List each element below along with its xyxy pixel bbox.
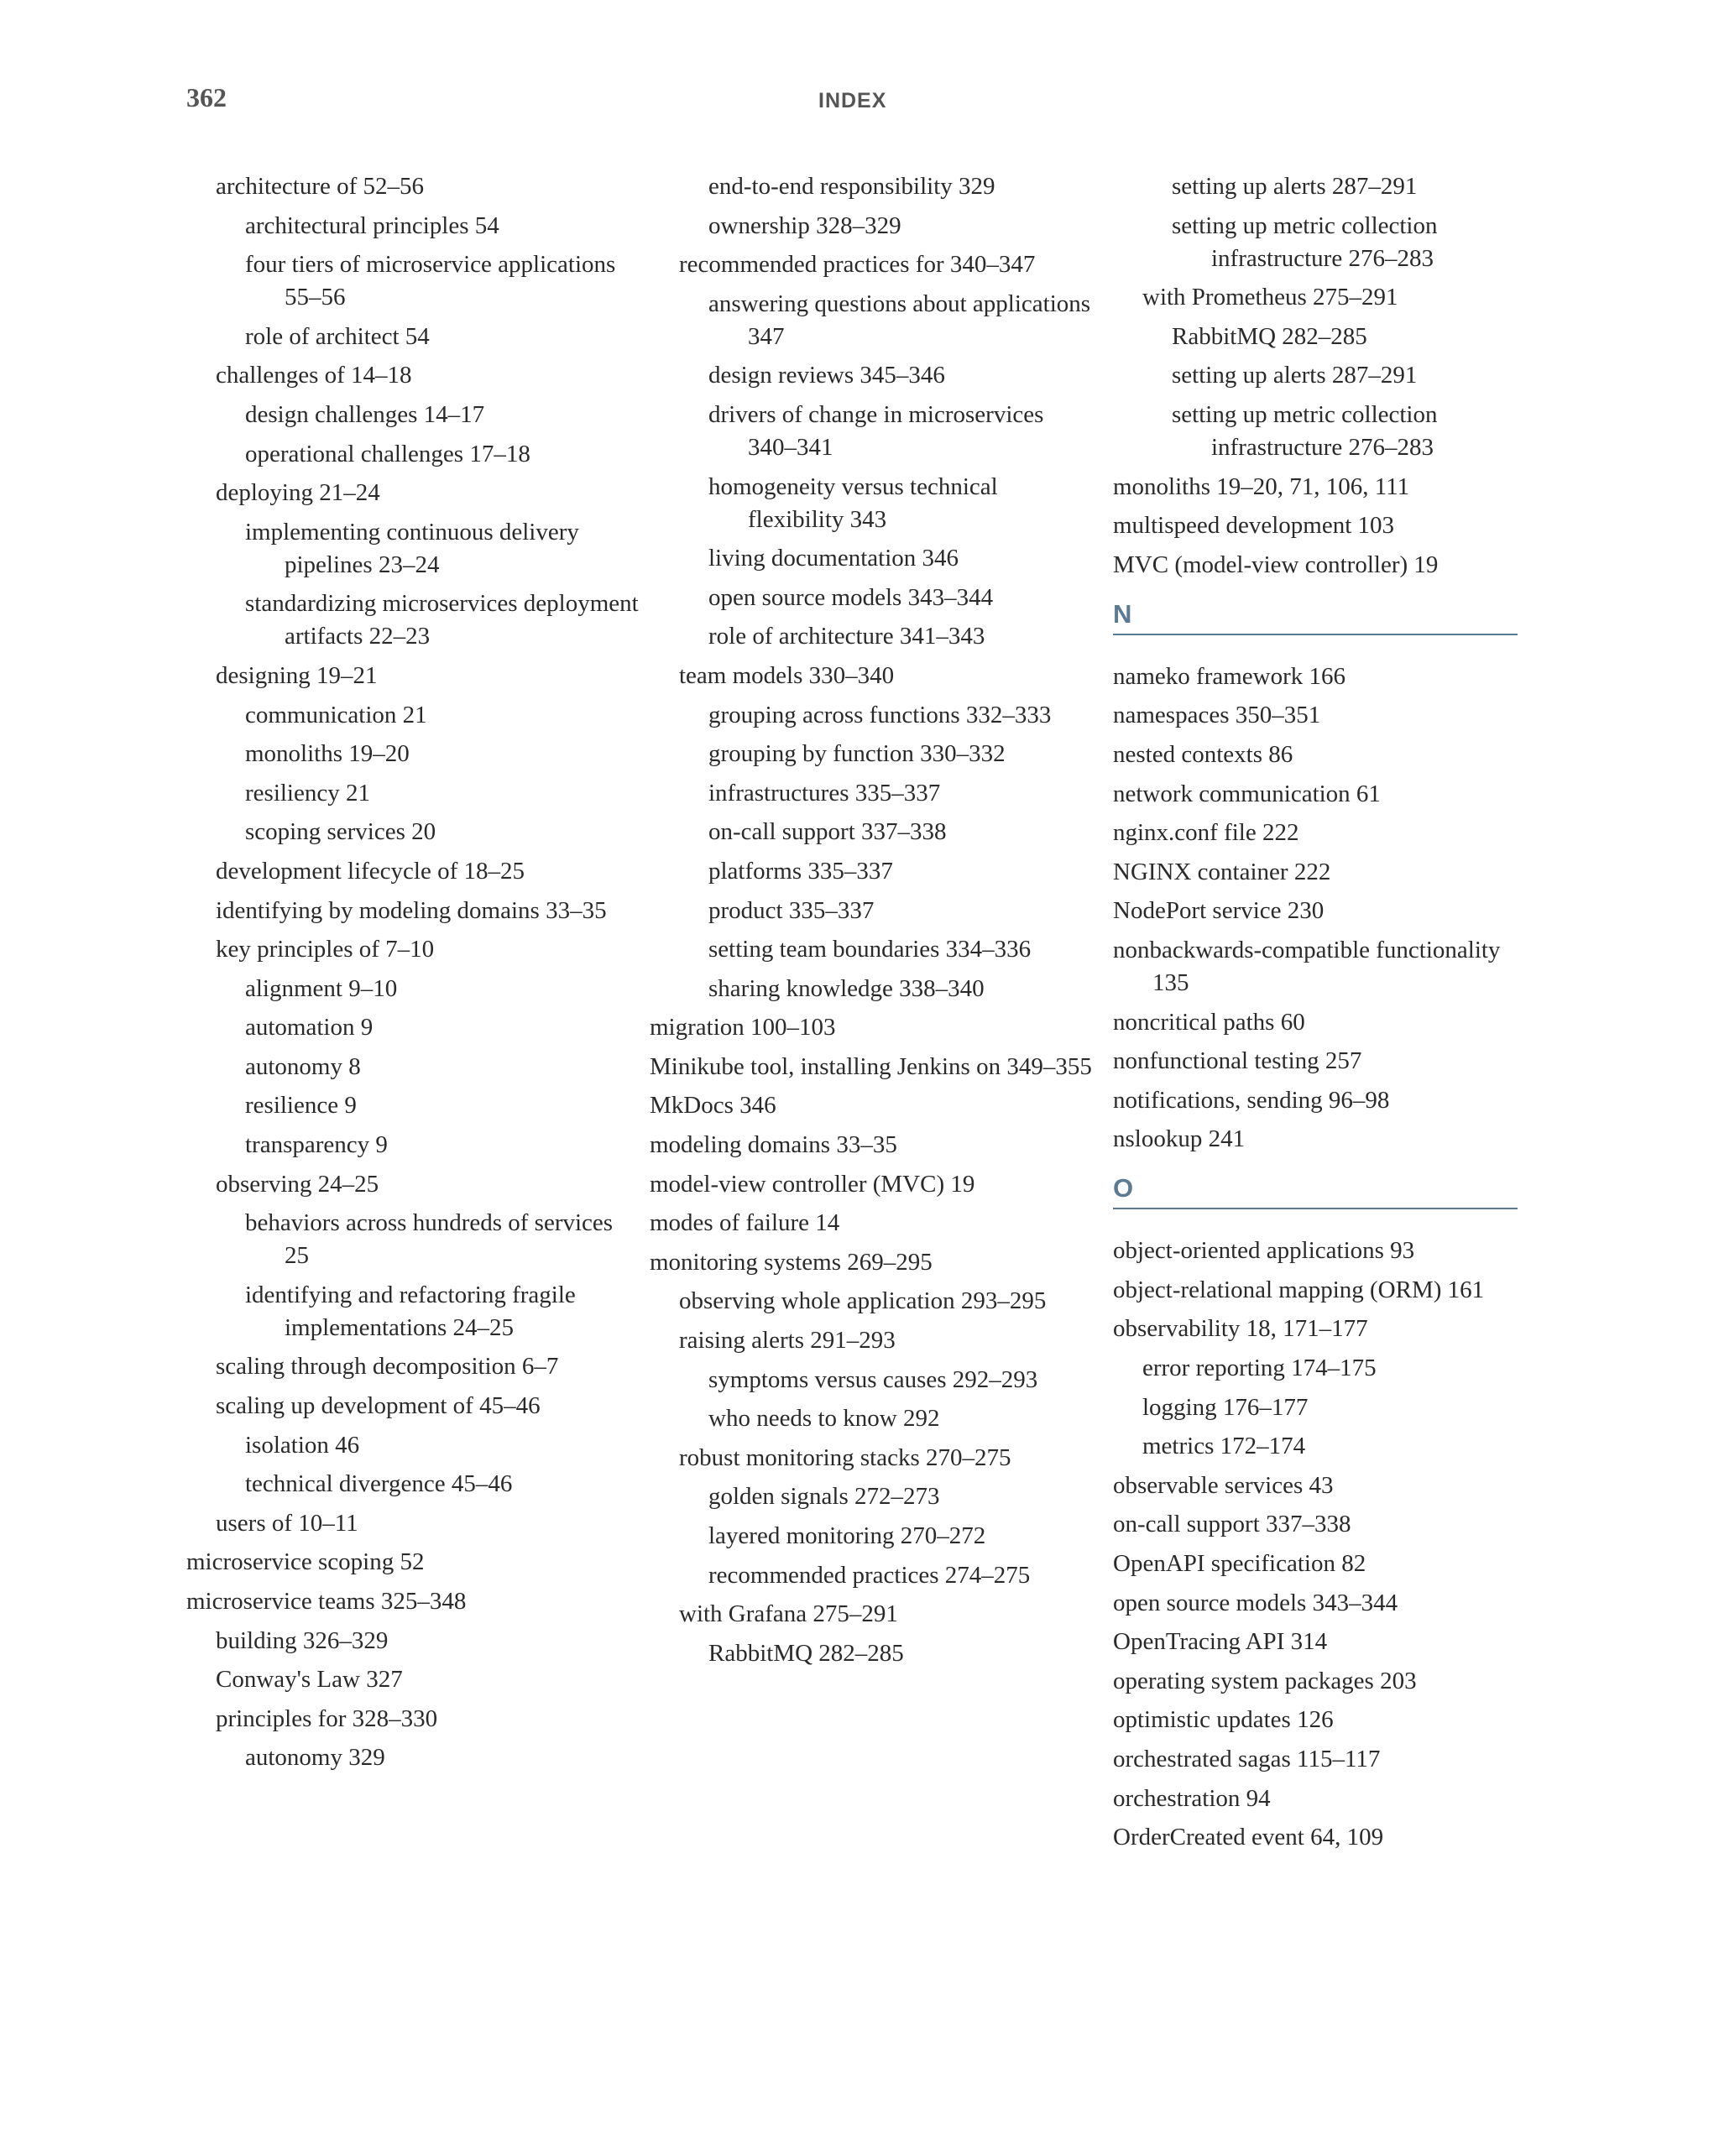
index-entry: deploying 21–24 bbox=[216, 479, 380, 507]
index-entry: namespaces 350–351 bbox=[1113, 702, 1321, 729]
section-letter: N bbox=[1113, 598, 1518, 635]
index-entry: microservice teams 325–348 bbox=[186, 1588, 467, 1615]
index-entry: setting up alerts 287–291 bbox=[1172, 362, 1418, 389]
index-entry: error reporting 174–175 bbox=[1142, 1355, 1377, 1382]
index-entry: with Grafana 275–291 bbox=[679, 1600, 898, 1628]
index-entry: end-to-end responsibility 329 bbox=[708, 173, 995, 200]
index-entry: observable services 43 bbox=[1113, 1471, 1334, 1499]
index-entry: identifying and refactoring fragile implementations 24–25 bbox=[245, 1281, 576, 1341]
index-entry: platforms 335–337 bbox=[708, 857, 893, 885]
index-entry: logging 176–177 bbox=[1142, 1393, 1309, 1421]
index-entry: alignment 9–10 bbox=[245, 974, 398, 1002]
index-entry: noncritical paths 60 bbox=[1113, 1008, 1305, 1036]
index-entry: role of architecture 341–343 bbox=[708, 623, 985, 650]
index-entry: golden signals 272–273 bbox=[708, 1483, 940, 1511]
index-entry: raising alerts 291–293 bbox=[679, 1327, 896, 1355]
index-entry: drivers of change in microservices 340–341 bbox=[708, 400, 1044, 461]
index-entry: setting up metric collection infrastructure 276–283 bbox=[1172, 211, 1438, 272]
index-entry: layered monitoring 270–272 bbox=[708, 1522, 986, 1549]
index-entry: symptoms versus causes 292–293 bbox=[708, 1365, 1038, 1393]
index-entry: resilience 9 bbox=[245, 1092, 357, 1120]
index-entry: observing 24–25 bbox=[216, 1170, 379, 1198]
index-entry: orchestrated sagas 115–117 bbox=[1113, 1746, 1381, 1772]
index-entry: answering questions about applications 347 bbox=[708, 290, 1091, 350]
index-entry: nested contexts 86 bbox=[1113, 740, 1293, 768]
index-entry: users of 10–11 bbox=[216, 1509, 358, 1537]
index-entry: recommended practices for 340–347 bbox=[679, 251, 1036, 279]
index-entry: modes of failure 14 bbox=[650, 1209, 840, 1237]
index-entry: modeling domains 33–35 bbox=[650, 1131, 897, 1159]
index-entry: standardizing microservices deployment artifacts 22–23 bbox=[245, 590, 639, 650]
index-entry: MkDocs 346 bbox=[650, 1092, 776, 1120]
index-entry: communication 21 bbox=[245, 701, 427, 728]
index-entry: OpenAPI specification 82 bbox=[1113, 1550, 1366, 1578]
index-entry: ownership 328–329 bbox=[708, 211, 901, 239]
index-entry: grouping by function 330–332 bbox=[708, 740, 1006, 768]
index-entry: principles for 328–330 bbox=[216, 1704, 438, 1732]
index-entry: transparency 9 bbox=[245, 1131, 388, 1159]
index-entry: recommended practices 274–275 bbox=[708, 1561, 1031, 1589]
index-entry: sharing knowledge 338–340 bbox=[708, 974, 985, 1002]
index-entry: role of architect 54 bbox=[245, 322, 430, 350]
index-entry: design challenges 14–17 bbox=[245, 400, 485, 428]
index-entry: grouping across functions 332–333 bbox=[708, 701, 1052, 728]
index-entry: network communication 61 bbox=[1113, 780, 1381, 807]
index-entry: OpenTracing API 314 bbox=[1113, 1628, 1328, 1656]
index-entry: isolation 46 bbox=[245, 1431, 360, 1459]
index-entry: architectural principles 54 bbox=[245, 211, 499, 239]
index-entry: building 326–329 bbox=[216, 1626, 389, 1654]
index-entry: NGINX container 222 bbox=[1113, 858, 1331, 885]
index-entry: nameko framework 166 bbox=[1113, 662, 1346, 690]
index-entry: Minikube tool, installing Jenkins on 349–355 bbox=[650, 1052, 1092, 1080]
index-entry: scaling up development of 45–46 bbox=[216, 1392, 541, 1420]
index-entry: setting up alerts 287–291 bbox=[1172, 173, 1418, 200]
running-head: INDEX bbox=[818, 89, 887, 112]
index-entry: challenges of 14–18 bbox=[216, 362, 412, 389]
index-entry: homogeneity versus technical flexibility 343 bbox=[708, 472, 998, 533]
index-entry: designing 19–21 bbox=[216, 661, 378, 689]
index-entry: nginx.conf file 222 bbox=[1113, 819, 1299, 847]
index-entry: product 335–337 bbox=[708, 896, 875, 924]
index-entry: object-relational mapping (ORM) 161 bbox=[1113, 1276, 1485, 1303]
index-entry: NodePort service 230 bbox=[1113, 897, 1325, 925]
index-column-2 bbox=[650, 170, 1095, 1676]
index-entry: key principles of 7–10 bbox=[216, 936, 435, 963]
index-entry: implementing continuous delivery pipelines 23–24 bbox=[245, 518, 579, 578]
index-entry: monoliths 19–20, 71, 106, 111 bbox=[1113, 472, 1410, 500]
index-entry: RabbitMQ 282–285 bbox=[708, 1639, 904, 1667]
index-entry: scoping services 20 bbox=[245, 818, 436, 846]
index-entry: monoliths 19–20 bbox=[245, 740, 410, 768]
index-entry: robust monitoring stacks 270–275 bbox=[679, 1443, 1011, 1471]
index-entry: resiliency 21 bbox=[245, 779, 370, 807]
index-entry: model-view controller (MVC) 19 bbox=[650, 1170, 975, 1198]
index-entry: on-call support 337–338 bbox=[708, 818, 947, 846]
index-entry: multispeed development 103 bbox=[1113, 512, 1395, 540]
index-entry: on-call support 337–338 bbox=[1113, 1511, 1351, 1538]
index-entry: orchestration 94 bbox=[1113, 1784, 1271, 1812]
index-entry: team models 330–340 bbox=[679, 661, 895, 689]
index-entry: architecture of 52–56 bbox=[216, 173, 425, 200]
index-entry: setting team boundaries 334–336 bbox=[708, 936, 1032, 963]
index-entry: RabbitMQ 282–285 bbox=[1172, 322, 1367, 350]
index-entry: operating system packages 203 bbox=[1113, 1667, 1417, 1694]
index-entry: nonbackwards-compatible functionality 135 bbox=[1113, 936, 1501, 996]
index-entry: metrics 172–174 bbox=[1142, 1433, 1306, 1460]
index-entry: with Prometheus 275–291 bbox=[1142, 284, 1398, 311]
index-entry: nonfunctional testing 257 bbox=[1113, 1047, 1362, 1075]
index-column-3 bbox=[1113, 170, 1524, 1861]
index-entry: automation 9 bbox=[245, 1014, 374, 1041]
index-entry: design reviews 345–346 bbox=[708, 362, 945, 389]
index-entry: identifying by modeling domains 33–35 bbox=[216, 896, 607, 924]
index-entry: observability 18, 171–177 bbox=[1113, 1315, 1368, 1343]
page-number: 362 bbox=[186, 82, 227, 112]
index-entry: observing whole application 293–295 bbox=[679, 1287, 1047, 1315]
index-entry: infrastructures 335–337 bbox=[708, 779, 941, 807]
index-entry: setting up metric collection infrastructure 276–283 bbox=[1172, 400, 1438, 461]
index-entry: behaviors across hundreds of services 25 bbox=[245, 1209, 614, 1270]
section-letter: O bbox=[1113, 1172, 1518, 1209]
index-entry: open source models 343–344 bbox=[1113, 1589, 1398, 1616]
index-entry: object-oriented applications 93 bbox=[1113, 1237, 1415, 1265]
index-entry: open source models 343–344 bbox=[708, 583, 994, 611]
index-entry: MVC (model-view controller) 19 bbox=[1113, 551, 1439, 578]
index-entry: Conway's Law 327 bbox=[216, 1666, 403, 1694]
index-entry: notifications, sending 96–98 bbox=[1113, 1086, 1390, 1114]
index-column-1 bbox=[186, 170, 640, 1781]
index-entry: OrderCreated event 64, 109 bbox=[1113, 1824, 1384, 1851]
index-entry: development lifecycle of 18–25 bbox=[216, 857, 525, 885]
index-entry: autonomy 8 bbox=[245, 1052, 361, 1080]
index-entry: scaling through decomposition 6–7 bbox=[216, 1353, 559, 1381]
index-entry: nslookup 241 bbox=[1113, 1125, 1246, 1153]
index-entry: migration 100–103 bbox=[650, 1014, 836, 1041]
index-entry: living documentation 346 bbox=[708, 545, 959, 572]
index-entry: who needs to know 292 bbox=[708, 1405, 940, 1433]
index-entry: autonomy 329 bbox=[245, 1744, 385, 1772]
index-entry: technical divergence 45–46 bbox=[245, 1470, 513, 1498]
index-entry: microservice scoping 52 bbox=[186, 1548, 425, 1576]
index-entry: four tiers of microservice applications 55–56 bbox=[245, 251, 616, 311]
index-entry: monitoring systems 269–295 bbox=[650, 1248, 933, 1276]
index-entry: optimistic updates 126 bbox=[1113, 1706, 1334, 1734]
index-entry: operational challenges 17–18 bbox=[245, 440, 530, 467]
